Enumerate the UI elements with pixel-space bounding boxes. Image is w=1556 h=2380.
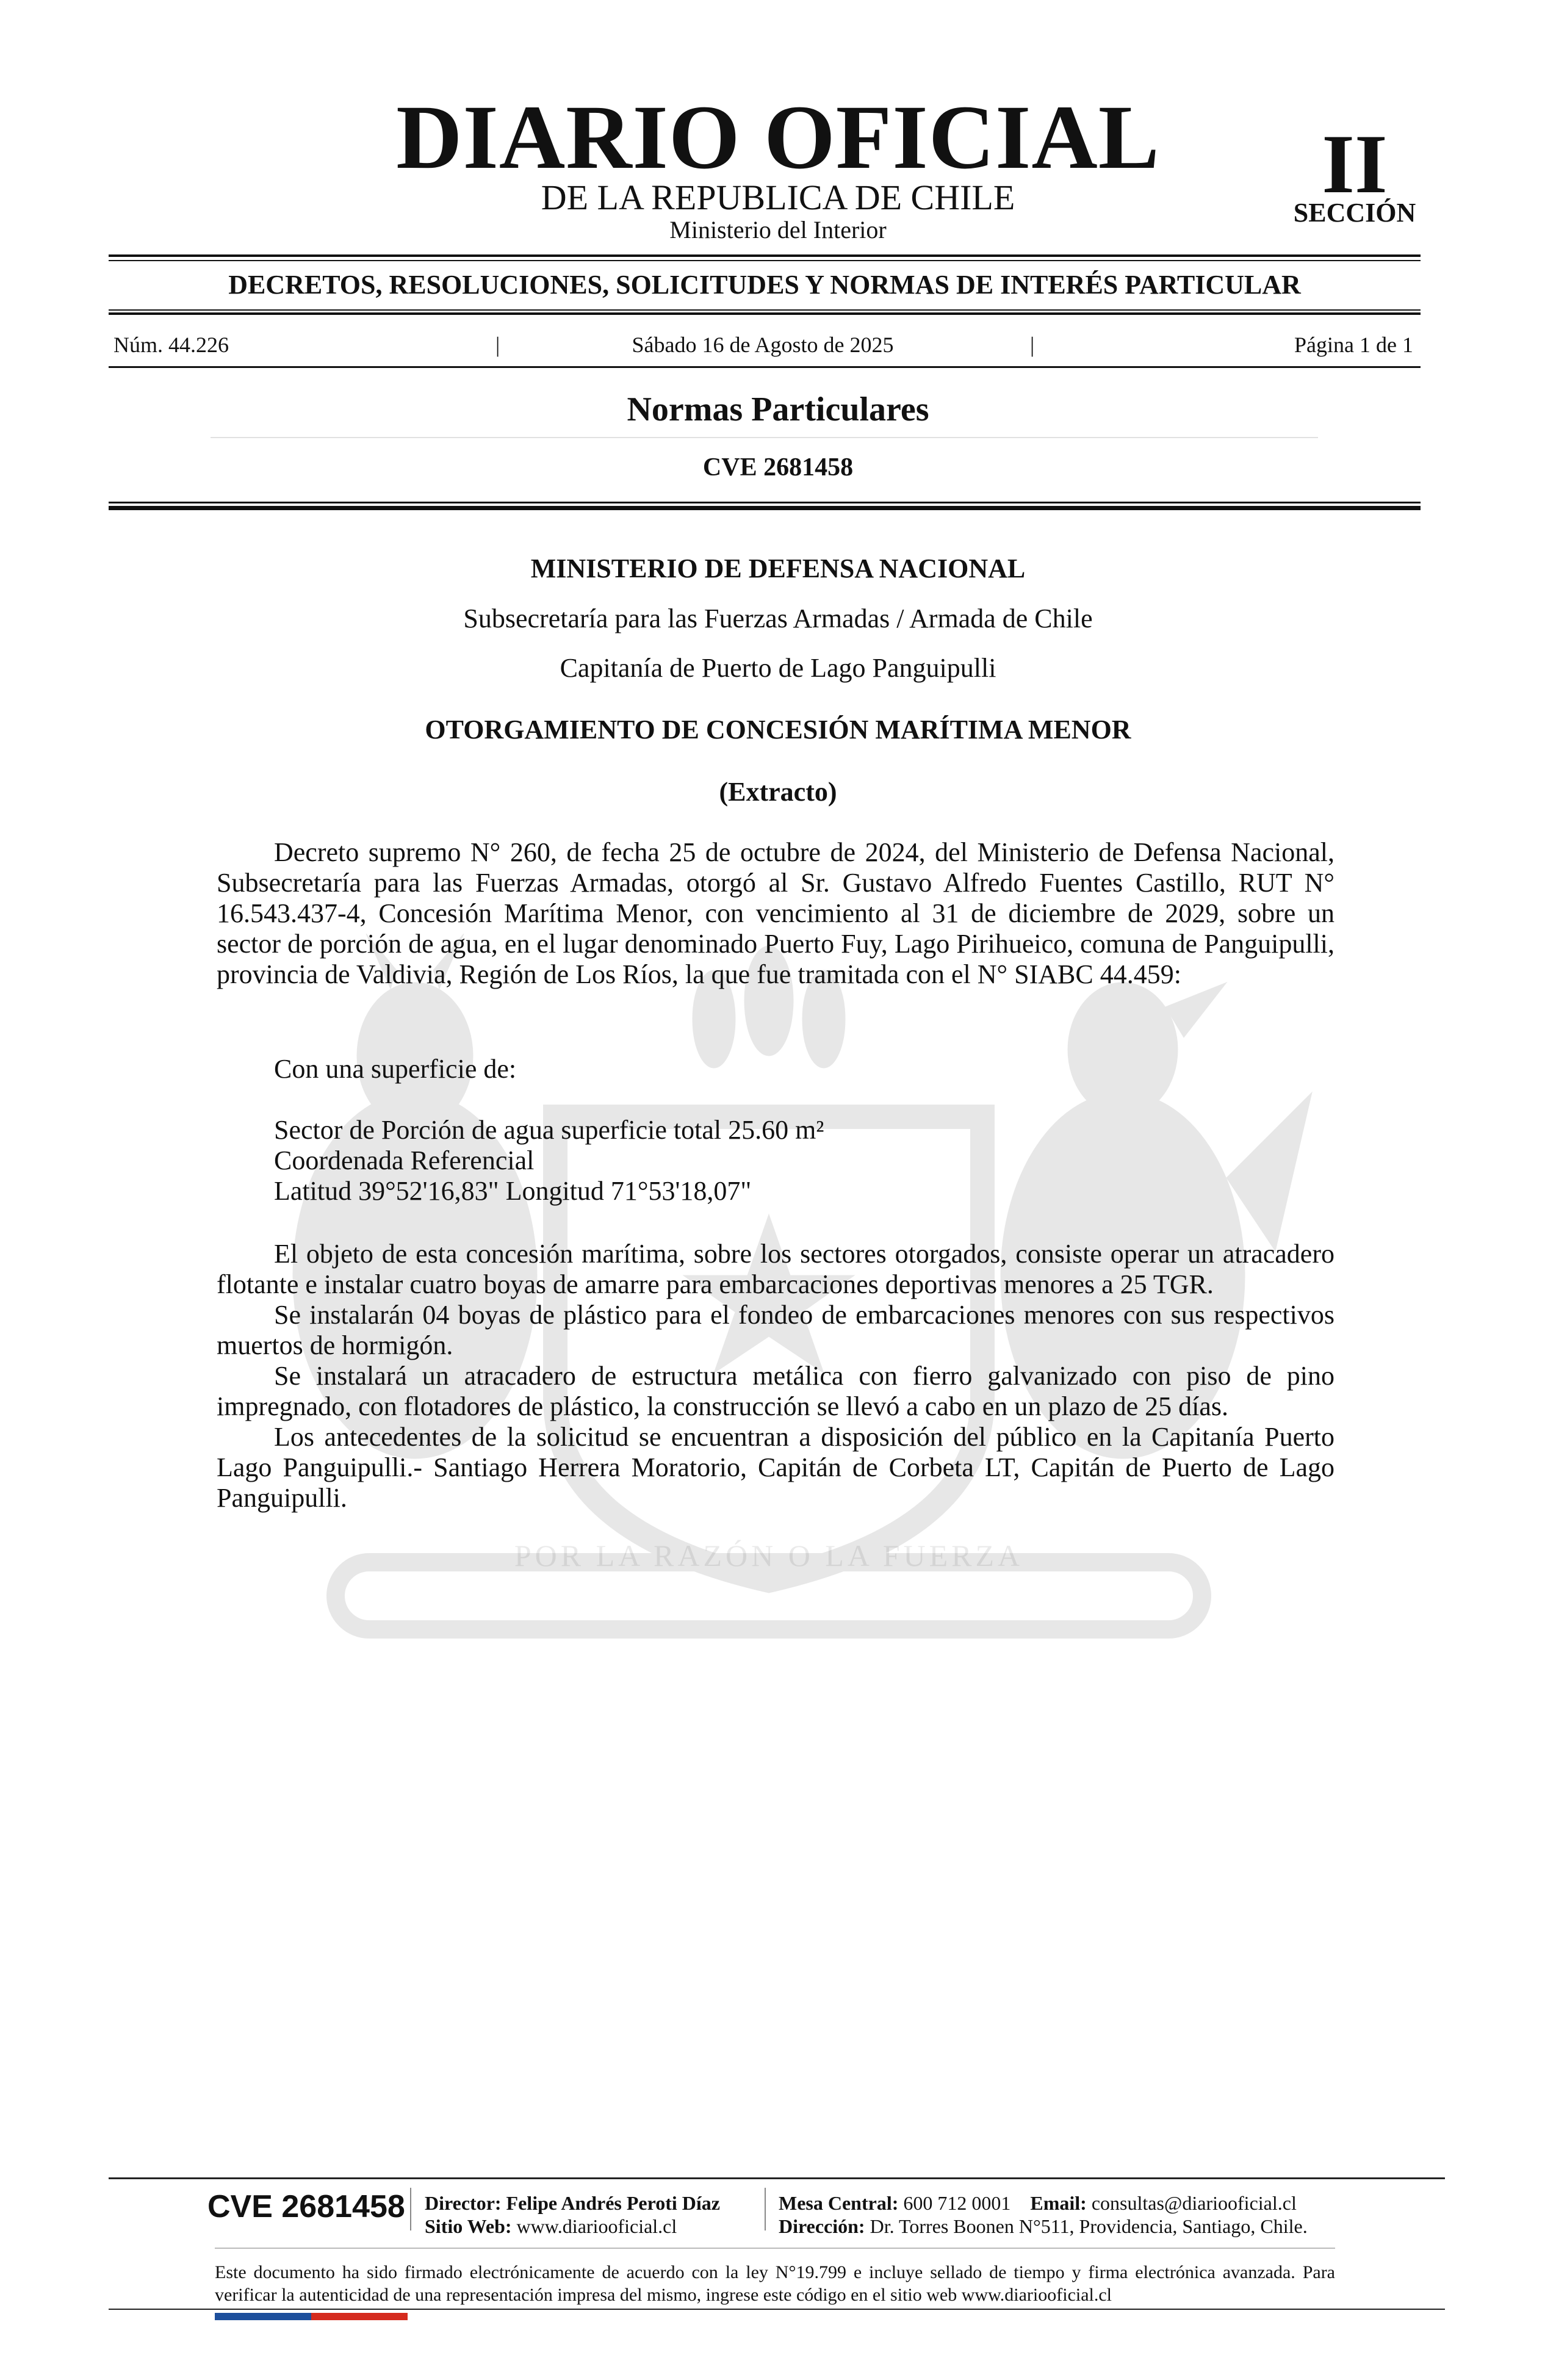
paragraph-decree-text: Decreto supremo N° 260, de fecha 25 de octubre de 2024, del Ministerio de Defensa Nacional, Subsecretaría para las Fuerzas Armadas, otorgó al Sr. Gustavo Alfredo Fuentes Castillo, RUT N° 16.543.437-4, Concesión Marítima Menor, con vencimiento al 31 de diciembre de 2029, sobre un sector de porción de agua, en el lugar denominado Puerto Fuy, Lago Pirihueico, comuna de Panguipulli, provincia de Valdivia, Región de Los Ríos, la que fue tramitada con el N° SIABC 44.459: xyxy=(217,837,1334,989)
surface-intro: Con una superficie de: xyxy=(274,1054,517,1084)
footer-mid-rule xyxy=(215,2248,1335,2249)
surface-sector: Sector de Porción de agua superficie total 25.60 m² xyxy=(274,1115,824,1145)
footer-director-value: Felipe Andrés Peroti Díaz xyxy=(506,2192,720,2214)
section-title: Normas Particulares xyxy=(627,391,929,428)
footer-cve: CVE 2681458 xyxy=(207,2189,405,2224)
cve-code: CVE 2681458 xyxy=(702,453,854,481)
issue-separator-right: | xyxy=(1030,333,1035,357)
document-subtitle: (Extracto) xyxy=(719,777,837,807)
flag-stripe-blue xyxy=(215,2313,311,2320)
paragraph-object: El objeto de esta concesión marítima, sobre los sectores otorgados, consiste operar un atracadero flotante e instalar cuatro boyas de amarre para embarcaciones deportivas menores a 25 TGR. xyxy=(217,1239,1334,1299)
footer-director-label: Director: xyxy=(425,2192,502,2214)
paragraph-decree xyxy=(217,837,1334,990)
footer-mesa-value: 600 712 0001 xyxy=(903,2192,1011,2214)
header-rule-thin xyxy=(109,502,1421,503)
header-rule-thick xyxy=(109,506,1421,510)
footer-address xyxy=(779,2216,1308,2236)
surface-coordinate-label: Coordenada Referencial xyxy=(274,1145,535,1175)
paragraph-dock: Se instalará un atracadero de estructura metálica con fierro galvanizado con piso de pino impregnado, con flotadores de plástico, la construcción se llevó a cabo en un plazo de 25 días. xyxy=(217,1361,1334,1421)
footer-website xyxy=(425,2216,677,2236)
issue-date: Sábado 16 de Agosto de 2025 xyxy=(632,333,894,357)
masthead-subtitle: DE LA REPUBLICA DE CHILE xyxy=(541,178,1015,217)
surface-coordinates: Latitud 39°52'16,83" Longitud 71°53'18,07" xyxy=(274,1176,752,1206)
footer-top-rule xyxy=(109,2177,1445,2179)
footer-legal-note: Este documento ha sido firmado electrónicamente de acuerdo con la ley N°19.799 e incluye sellado de tiempo y firma electrónica avanzada. Para verificar la autenticidad de una representación impresa del mismo, ingrese este código en el sitio web www.diariooficial.cl xyxy=(215,2262,1335,2305)
issue-number: Núm. 44.226 xyxy=(113,333,229,357)
capitania-heading: Capitanía de Puerto de Lago Panguipulli xyxy=(560,653,996,683)
watermark-motto: POR LA RAZÓN O LA FUERZA xyxy=(514,1538,1024,1573)
issue-separator-left: | xyxy=(495,333,500,357)
footer-director xyxy=(425,2193,720,2213)
band-title: DECRETOS, RESOLUCIONES, SOLICITUDES Y NORMAS DE INTERÉS PARTICULAR xyxy=(228,270,1301,300)
footer-separator-1 xyxy=(410,2188,411,2230)
band-bottom-rule xyxy=(109,312,1421,315)
footer-address-label: Dirección: xyxy=(779,2215,865,2237)
subsecretaria-heading: Subsecretaría para las Fuerzas Armadas / Armada de Chile xyxy=(463,604,1093,633)
footer-website-label: Sitio Web: xyxy=(425,2215,512,2237)
footer-mesa-label: Mesa Central: xyxy=(779,2192,899,2214)
footer-address-value: Dr. Torres Boonen N°511, Providencia, Santiago, Chile. xyxy=(870,2215,1308,2237)
footer-bottom-rule xyxy=(109,2309,1445,2310)
paragraph-buoys: Se instalarán 04 boyas de plástico para el fondeo de embarcaciones menores con sus respectivos muertos de hormigón. xyxy=(217,1300,1334,1360)
paragraph-antecedents: Los antecedentes de la solicitud se encuentran a disposición del público en la Capitanía Puerto Lago Panguipulli.- Santiago Herrera Moratorio, Capitán de Corbeta LT, Capitán de Puerto de Lago Panguipulli. xyxy=(217,1422,1334,1513)
issue-page: Página 1 de 1 xyxy=(1294,333,1413,357)
footer-separator-2 xyxy=(765,2188,766,2230)
footer-contact xyxy=(779,2193,1297,2213)
band-top-rule-thin xyxy=(109,260,1421,261)
band-top-rule xyxy=(109,254,1421,257)
paragraphs-details xyxy=(217,1239,1334,1513)
masthead-title: DIARIO OFICIAL xyxy=(396,87,1160,188)
footer-email-link[interactable]: consultas@diariooficial.cl xyxy=(1091,2192,1297,2214)
ministry-heading: MINISTERIO DE DEFENSA NACIONAL xyxy=(530,554,1026,583)
document-title: OTORGAMIENTO DE CONCESIÓN MARÍTIMA MENOR xyxy=(425,715,1131,745)
masthead-ministry: Ministerio del Interior xyxy=(669,216,887,243)
flag-stripe-red xyxy=(311,2313,408,2320)
section-divider xyxy=(211,437,1318,438)
issue-rule xyxy=(109,366,1421,368)
footer-email-label: Email: xyxy=(1030,2192,1087,2214)
footer-website-link[interactable]: www.diariooficial.cl xyxy=(516,2215,677,2237)
section-label: SECCIÓN xyxy=(1293,198,1416,228)
section-number: II xyxy=(1322,117,1388,211)
band-bottom-rule-thin xyxy=(109,309,1421,311)
